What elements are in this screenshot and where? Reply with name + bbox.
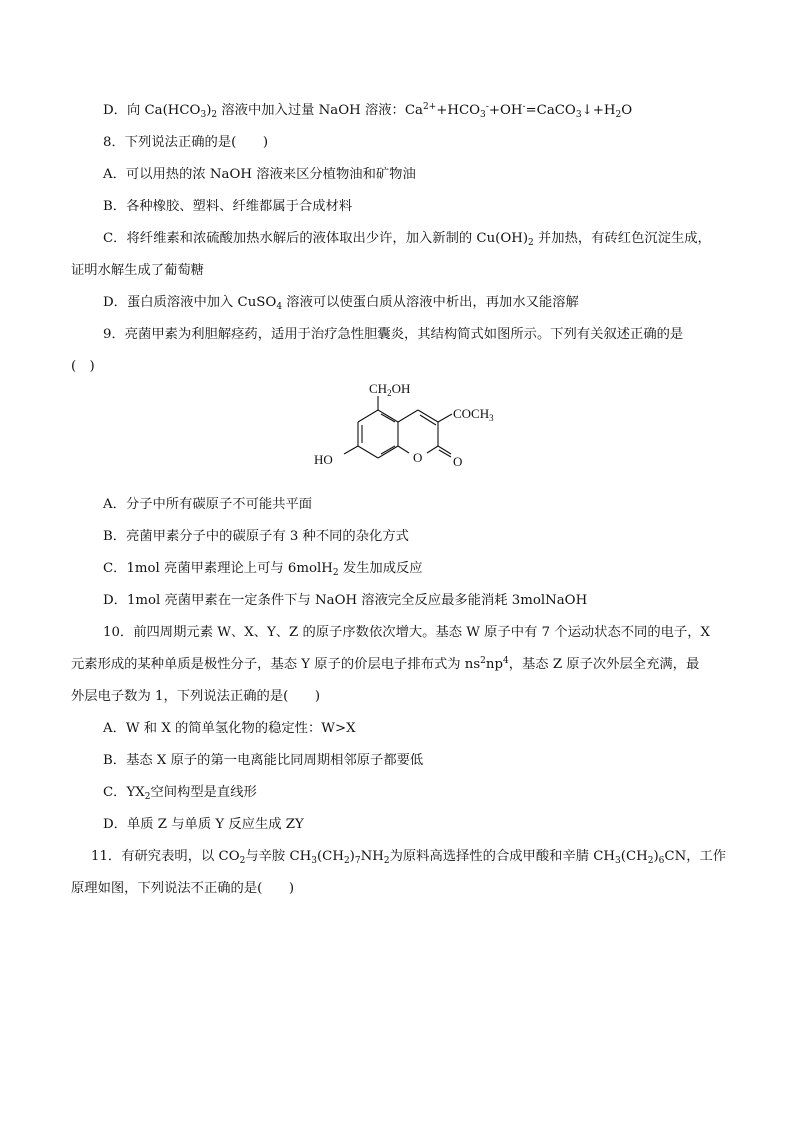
q10-stem-line2 xyxy=(71,656,699,674)
text: C．YX xyxy=(103,785,145,800)
sub: 3 xyxy=(615,856,621,866)
q8-option-d xyxy=(103,294,579,312)
sub: 3 xyxy=(311,856,317,866)
text: C．将纤维素和浓硫酸加热水解后的液体取出少许，加入新制的 Cu(OH) xyxy=(103,231,529,246)
text: ) xyxy=(349,849,355,864)
text: 空间构型是直线形 xyxy=(150,785,257,800)
text: 与辛胺 CH xyxy=(245,849,312,864)
ch2oh-label: $CH_2OH$ xyxy=(369,381,411,398)
q10-option-d: D．单质 Z 与单质 Y 反应生成 ZY xyxy=(103,817,304,832)
text: 发生加成反应 xyxy=(338,561,423,576)
text: (CH xyxy=(620,849,648,864)
q8-option-c-cont: 证明水解生成了葡萄糖 xyxy=(71,263,204,278)
text: np xyxy=(485,657,503,672)
text: =CaCO xyxy=(525,103,576,118)
text: ↓+H xyxy=(581,103,616,118)
sup: 2 xyxy=(480,656,486,666)
sub: 4 xyxy=(276,302,283,312)
text: 元素形成的某种单质是极性分子，基态 Y 原子的价层电子排布式为 ns xyxy=(71,657,481,672)
sup: 4 xyxy=(502,656,509,666)
lactone-ring xyxy=(398,410,451,457)
text: 为原料高选择性的合成甲酸和辛腈 CH xyxy=(389,849,616,864)
text: 11．有研究表明，以 CO xyxy=(91,849,240,864)
q8-option-b: B．各种橡胶、塑料、纤维都属于合成材料 xyxy=(103,199,353,214)
q9-option-b: B．亮菌甲素分子中的碳原子有 3 种不同的杂化方式 xyxy=(103,529,409,544)
q7-option-d xyxy=(103,102,632,120)
sub: 2 xyxy=(615,110,622,120)
q8-stem: 8．下列说法正确的是( ) xyxy=(103,135,269,150)
sub: 2 xyxy=(343,856,350,866)
text: D．蛋白质溶液中加入 CuSO xyxy=(103,295,277,310)
q10-option-c xyxy=(103,784,257,802)
q9-structure-diagram xyxy=(300,380,540,486)
text: D．向 Ca(HCO xyxy=(103,103,201,118)
sub: 2 xyxy=(528,238,534,248)
sub: 3 xyxy=(200,110,207,120)
sub: 2 xyxy=(211,110,218,120)
text: ) xyxy=(206,103,212,118)
ring-oxygen-label: O xyxy=(413,450,423,465)
sub: 3 xyxy=(480,110,486,120)
q11-stem-line1 xyxy=(91,848,726,866)
sub: 2 xyxy=(647,856,654,866)
q8-option-a: A．可以用热的浓 NaOH 溶液来区分植物油和矿物油 xyxy=(103,167,416,182)
q9-paren: ( ) xyxy=(71,359,95,374)
ho-label: HO xyxy=(314,452,333,467)
q9-option-d: D．1mol 亮菌甲素在一定条件下与 NaOH 溶液完全反应最多能消耗 3molNaOH xyxy=(103,593,588,608)
text: +HCO xyxy=(436,103,481,118)
sup: 2+ xyxy=(422,102,437,112)
text: 溶液中加入过量 NaOH 溶液：Ca xyxy=(217,103,423,118)
text: ) xyxy=(653,849,659,864)
text: 溶液可以使蛋白质从溶液中析出，再加水又能溶解 xyxy=(282,295,579,310)
q10-option-a: A．W 和 X 的简单氢化物的稳定性：W>X xyxy=(103,721,356,736)
q10-option-b: B．基态 X 原子的第一电离能比同周期相邻原子都要低 xyxy=(103,753,424,768)
sub: 6 xyxy=(658,856,665,866)
text: 并加热，有砖红色沉淀生成， xyxy=(533,231,711,246)
sub: 2 xyxy=(332,568,339,578)
sub: 7 xyxy=(354,856,361,866)
q10-stem-line3: 外层电子数为 1，下列说法正确的是( ) xyxy=(71,689,321,704)
sup: - xyxy=(485,102,489,112)
sup: - xyxy=(522,102,526,112)
text: (CH xyxy=(316,849,344,864)
text: +OH xyxy=(488,103,523,118)
sub: 3 xyxy=(575,110,582,120)
q10-stem-line1: 10．前四周期元素 W、X、Y、Z 的原子序数依次增大。基态 W 原子中有 7 个运动状态不同的电子，X xyxy=(103,625,711,640)
text: C．1mol 亮菌甲素理论上可与 6molH xyxy=(103,561,333,576)
text: ，基态 Z 原子次外层全充满，最 xyxy=(508,657,700,672)
text: CN，工作 xyxy=(664,849,727,864)
text: NH xyxy=(360,849,384,864)
q8-option-c xyxy=(103,230,711,248)
q9-option-a: A．分子中所有碳原子不可能共平面 xyxy=(103,497,313,512)
text: O xyxy=(621,103,633,118)
q9-stem: 9．亮菌甲素为利胆解痉药，适用于治疗急性胆囊炎，其结构简式如图所示。下列有关叙述正确的是 xyxy=(103,327,684,342)
benzene-ring xyxy=(358,410,398,458)
q11-stem-line2: 原理如图，下列说法不正确的是( ) xyxy=(71,881,295,896)
sub: 2 xyxy=(144,792,151,802)
carbonyl-oxygen-label: O xyxy=(453,454,463,469)
sub: 2 xyxy=(239,856,246,866)
q9-option-c xyxy=(103,560,423,578)
coch3-label: $COCH_3$ xyxy=(453,406,494,423)
sub: 2 xyxy=(383,856,390,866)
